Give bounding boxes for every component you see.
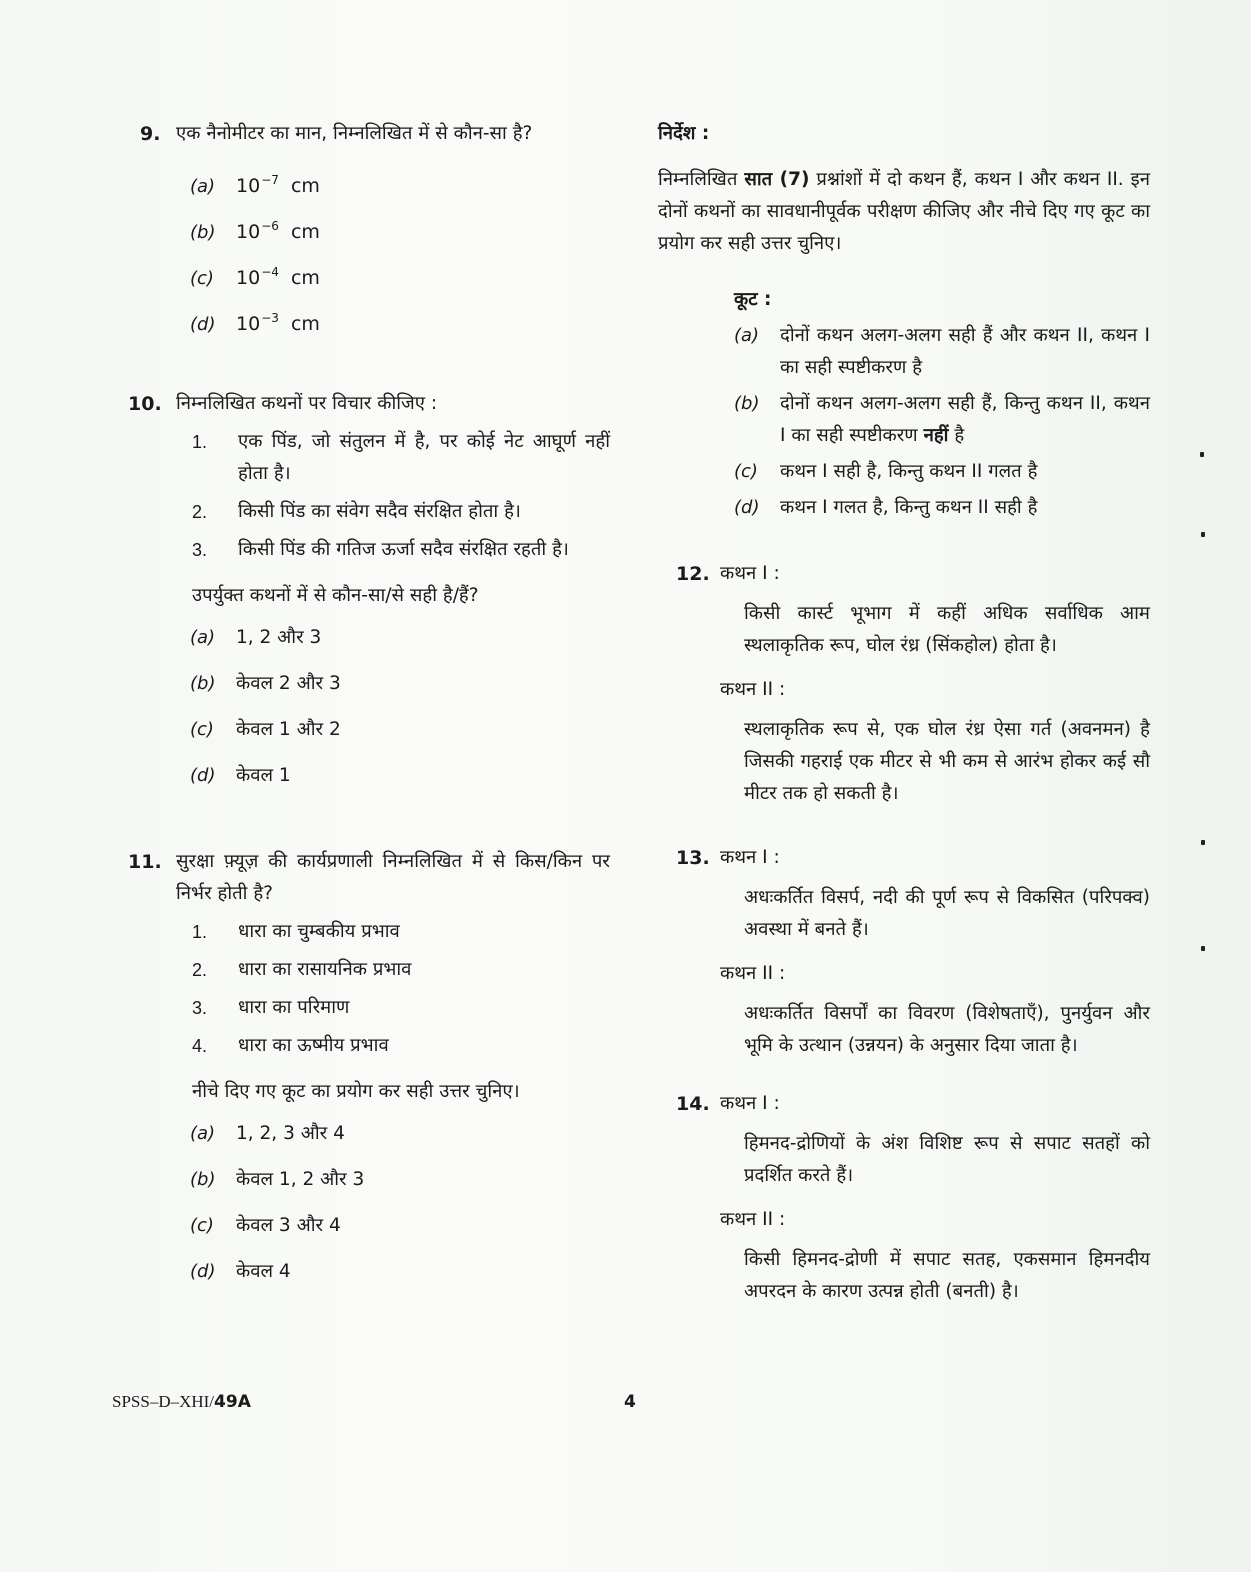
option-base: 10 [236,267,261,289]
directions-text-start: निम्नलिखित [658,169,745,190]
option-label: (a) [190,627,216,648]
statement-number: 4. [192,1036,208,1056]
code-a [734,320,1150,384]
option-d[interactable] [190,302,610,348]
code-label: (a) [734,325,760,346]
question-10 [128,388,610,806]
option-a[interactable] [190,622,610,668]
statement-text: धारा का रासायनिक प्रभाव [238,959,412,980]
statement-2-label: कथन II : [720,963,786,984]
scan-speck [1201,840,1205,845]
statement-2-label: कथन II : [720,679,786,700]
statement-2-text: किसी हिमनद-द्रोणी में सपाट सतह, एकसमान हिमनदीय अपरदन के कारण उत्पन्न होती (बनती) है। [744,1249,1150,1302]
option-unit: cm [290,175,320,197]
question-number: 14. [676,1093,710,1115]
question-11 [128,846,610,1302]
statement-3 [192,992,610,1024]
paper-code-series: 49A [214,1392,251,1412]
code-b [734,388,1150,452]
option-label: (d) [190,765,216,786]
question-prompt: नीचे दिए गए कूट का प्रयोग कर सही उत्तर चुनिए। [192,1081,520,1102]
code-label: (b) [734,393,760,414]
statement-text: धारा का परिमाण [238,997,350,1018]
statement-4 [192,1030,610,1062]
statement-2-text: अधःकर्तित विसर्पों का विवरण (विशेषताएँ), पुनर्युवन और भूमि के उत्थान (उन्नयन) के अनुसार दिया जाता है। [744,1003,1150,1056]
option-label: (b) [190,222,216,243]
option-text: केवल 2 और 3 [236,673,341,694]
option-label: (d) [190,1261,216,1282]
code-label: (c) [734,461,758,482]
option-label: (a) [190,1123,216,1144]
directions-text [658,164,1150,260]
option-b[interactable] [190,210,610,256]
code-c [734,456,1150,488]
page-footer [112,1392,652,1412]
option-label: (d) [190,314,216,335]
option-exponent: −6 [261,219,279,233]
option-label: (c) [190,1215,214,1236]
statement-number: 1. [192,922,208,942]
option-label: (a) [190,176,216,197]
question-prompt: उपर्युक्त कथनों में से कौन-सा/से सही है/हैं? [192,585,479,606]
code-heading: कूट : [734,289,772,310]
paper-code-prefix: SPSS–D–XHI/ [112,1392,215,1411]
statement-text: एक पिंड, जो संतुलन में है, पर कोई नेट आघूर्ण नहीं होता है। [238,431,610,484]
statement-text: किसी पिंड की गतिज ऊर्जा सदैव संरक्षित रहती है। [238,539,569,560]
question-14 [676,1088,1150,1308]
statement-text: धारा का ऊष्मीय प्रभाव [238,1035,389,1056]
question-stem: सुरक्षा फ़्यूज़ की कार्यप्रणाली निम्नलिखित में से किस/किन पर निर्भर होती है? [176,851,610,904]
statement-1 [192,426,610,490]
statement-number: 2. [192,502,208,522]
option-d[interactable] [190,1256,610,1302]
option-a[interactable] [190,164,610,210]
option-text: केवल 3 और 4 [236,1215,341,1236]
page-number: 4 [624,1392,636,1412]
option-c[interactable] [190,256,610,302]
question-number: 10. [128,393,162,415]
statement-1-label: कथन I : [720,563,780,584]
statement-1-text: किसी कार्स्ट भूभाग में कहीं अधिक सर्वाधिक आम स्थलाकृतिक रूप, घोल रंध्र (सिंकहोल) होता है। [744,603,1150,656]
option-text: केवल 4 [236,1261,291,1282]
option-text: 1, 2, 3 और 4 [236,1123,345,1144]
code-text-tail: है [948,425,965,446]
question-number: 11. [128,851,162,873]
question-number: 13. [676,847,710,869]
code-text: दोनों कथन अलग-अलग सही हैं, किन्तु कथन II, कथन I का सही स्पष्टीकरण [780,393,1150,446]
statement-2 [192,954,610,986]
statement-3 [192,534,610,566]
statement-text: किसी पिंड का संवेग सदैव संरक्षित होता है। [238,501,521,522]
right-column [658,118,1150,1308]
statement-2 [192,496,610,528]
directions-text-end: प्रश्नांशों में दो कथन हैं, कथन I और कथन II. इन दोनों कथनों का सावधानीपूर्वक परीक्षण कीजिए और नीचे दिए गए कूट का प्रयोग कर सही उत्तर चुनिए। [658,169,1150,254]
statement-number: 2. [192,960,208,980]
paper-code [112,1392,251,1411]
option-unit: cm [290,267,320,289]
statement-1 [192,916,610,948]
option-base: 10 [236,221,261,243]
option-c[interactable] [190,1210,610,1256]
option-label: (b) [190,1169,216,1190]
question-12 [676,558,1150,810]
statement-1-text: हिमनद-द्रोणियों के अंश विशिष्ट रूप से सपाट सतहों को प्रदर्शित करते हैं। [744,1133,1150,1186]
question-9 [140,118,610,348]
statement-text: धारा का चुम्बकीय प्रभाव [238,921,400,942]
directions-heading: निर्देश : [658,123,710,144]
option-a[interactable] [190,1118,610,1164]
scan-speck [1200,452,1204,457]
code-text: कथन I सही है, किन्तु कथन II गलत है [780,461,1038,482]
left-column [128,118,610,1302]
option-base: 10 [236,313,261,335]
option-exponent: −3 [261,311,279,325]
option-label: (b) [190,673,216,694]
statement-1-label: कथन I : [720,847,780,868]
question-stem: निम्नलिखित कथनों पर विचार कीजिए : [176,393,438,414]
statement-2-text: स्थलाकृतिक रूप से, एक घोल रंध्र ऐसा गर्त (अवनमन) है जिसकी गहराई एक मीटर से भी कम से आरंभ होकर कई सौ मीटर तक हो सकती है। [744,719,1150,804]
option-label: (c) [190,268,214,289]
option-exponent: −4 [261,265,279,279]
code-text: दोनों कथन अलग-अलग सही हैं और कथन II, कथन I का सही स्पष्टीकरण है [780,325,1150,378]
option-c[interactable] [190,714,610,760]
option-text: केवल 1 [236,765,291,786]
option-unit: cm [290,313,320,335]
code-text: कथन I गलत है, किन्तु कथन II सही है [780,497,1038,518]
option-label: (c) [190,719,214,740]
question-number: 12. [676,563,710,585]
option-text: 1, 2 और 3 [236,627,322,648]
question-number: 9. [140,123,161,145]
code-label: (d) [734,497,760,518]
directions-count: सात (7) [744,169,810,190]
scan-speck [1201,532,1205,537]
question-13 [676,842,1150,1062]
statement-1-label: कथन I : [720,1093,780,1114]
statement-number: 1. [192,432,208,452]
statement-2-label: कथन II : [720,1209,786,1230]
code-emphasis: नहीं [923,425,949,446]
option-text: केवल 1 और 2 [236,719,341,740]
option-b[interactable] [190,668,610,714]
statement-number: 3. [192,540,208,560]
option-b[interactable] [190,1164,610,1210]
option-unit: cm [290,221,320,243]
option-d[interactable] [190,760,610,806]
option-text: केवल 1, 2 और 3 [236,1169,365,1190]
option-exponent: −7 [261,173,279,187]
statement-1-text: अधःकर्तित विसर्प, नदी की पूर्ण रूप से विकसित (परिपक्व) अवस्था में बनते हैं। [744,887,1150,940]
code-d [734,492,1150,524]
scan-speck [1201,946,1205,951]
question-stem: एक नैनोमीटर का मान, निम्नलिखित में से कौन-सा है? [176,123,533,144]
option-base: 10 [236,175,261,197]
statement-number: 3. [192,998,208,1018]
